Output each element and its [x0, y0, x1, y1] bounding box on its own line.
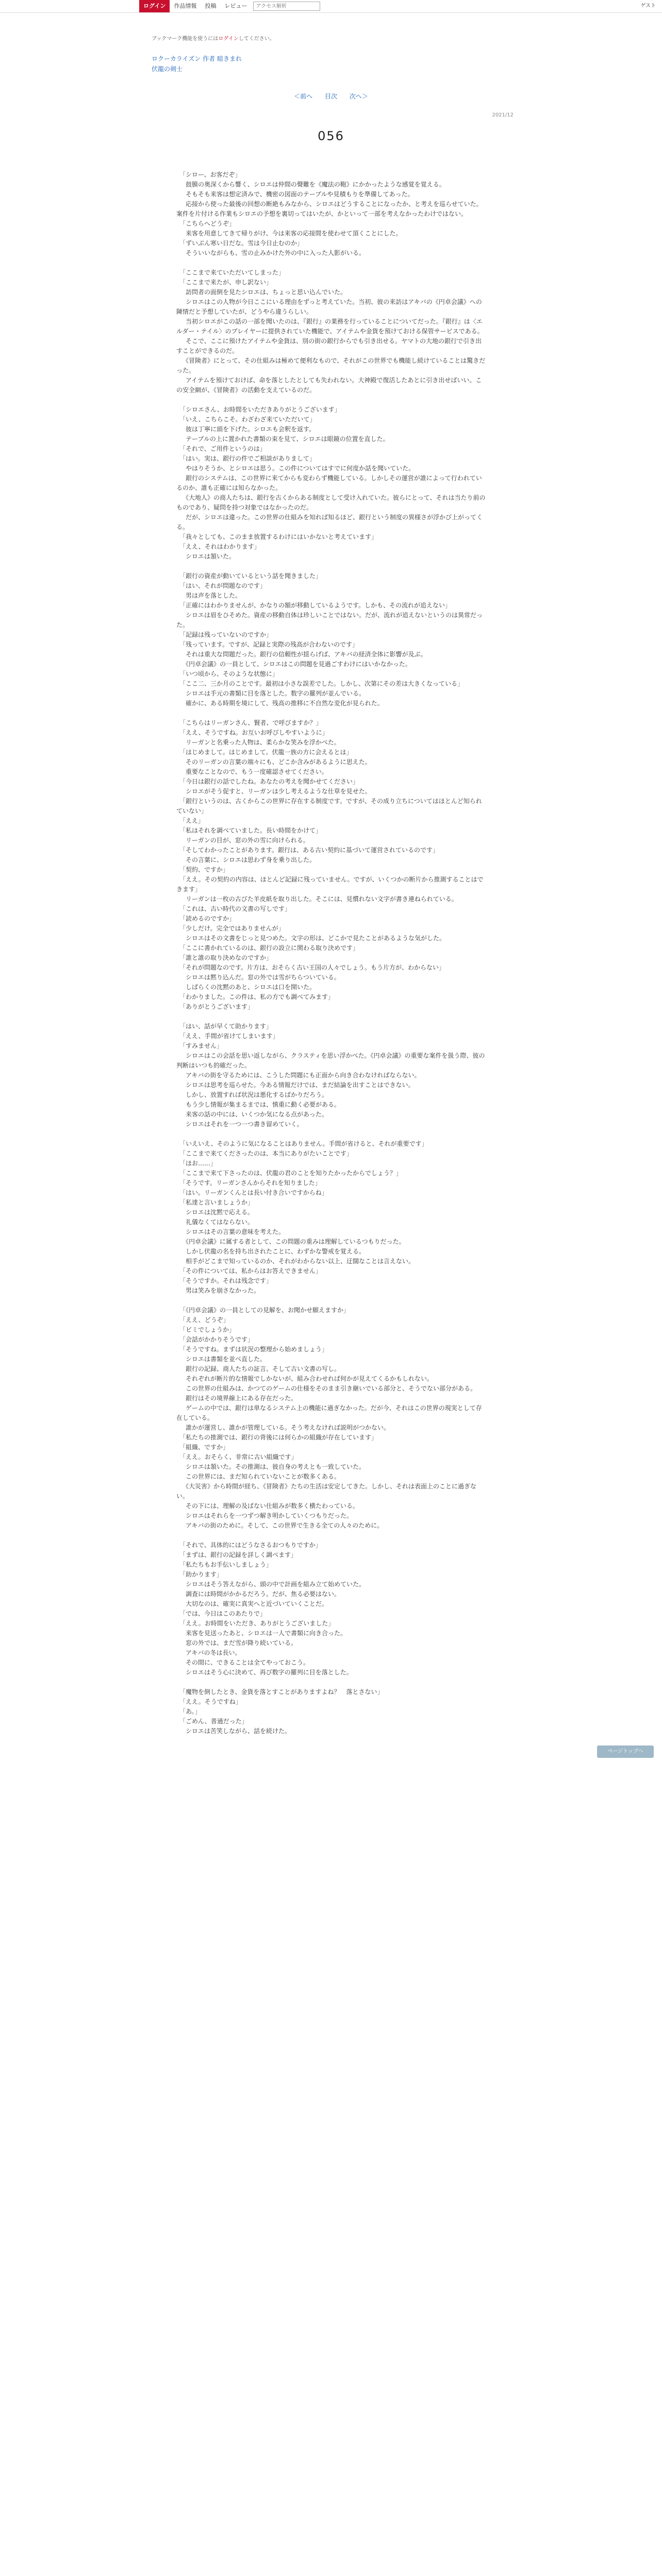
- novel-paragraph: 「すみません」: [179, 1042, 223, 1049]
- novel-paragraph: 銀行はその境界線上にある存在だった。: [179, 1395, 297, 1402]
- novel-paragraph: 「我々としても、このまま放置するわけにはいかないと考えています」: [179, 533, 378, 540]
- novel-paragraph: 「ほお……」: [179, 1160, 217, 1167]
- novel-paragraph: 「ここ二、三か月のことです。最初は小さな誤差でした。しかし、次第にその差は大きくなっている」: [179, 680, 464, 687]
- chapter-number: 056: [318, 129, 344, 143]
- novel-paragraph: [176, 1531, 486, 1540]
- novel-paragraph: 「そうですか。それは残念です」: [179, 1277, 273, 1284]
- novel-paragraph: 彼は丁寧に頭を下げた。シロエも会釈を返す。: [179, 426, 316, 433]
- novel-paragraph: シロエはそう心に決めて、再び数字の羅列に目を落とした。: [179, 1669, 353, 1676]
- novel-paragraph: [176, 258, 486, 268]
- novel-paragraph: 調査には時間がかかるだろう。だが、焦る必要はない。: [179, 1590, 341, 1598]
- novel-paragraph: 「では、今日はこのあたりで」: [179, 1610, 267, 1617]
- novel-paragraph: だが、シロエは違った。この世界の仕組みを知れば知るほど、銀行という制度の異様さが浮かび上がってくる。: [176, 514, 483, 531]
- novel-paragraph: 「残っています。ですが、記録と実際の残高が合わないのです」: [179, 641, 359, 648]
- novel-paragraph: 「魔物を倒したとき、金貨を落とすことがありますよね？ 落とさない」: [179, 1688, 384, 1696]
- pager-top: [0, 92, 662, 100]
- novel-paragraph: 「それで、具体的にはどうなさるおつもりですか」: [179, 1541, 322, 1549]
- novel-paragraph: シロエは黙り込んだ。窓の外では雪がちらついている。: [179, 974, 340, 981]
- novel-paragraph: 「そしてわかったことがあります。銀行は、ある古い契約に基づいて運営されているのです」: [179, 846, 439, 854]
- novel-paragraph: シロエはそれを一つ一つ書き留めていく。: [179, 1121, 303, 1128]
- novel-paragraph: [176, 395, 486, 405]
- novel-paragraph: 来客を見送ったあと、シロエは一人で書類に向き合った。: [179, 1630, 347, 1637]
- novel-paragraph: 「ええ。その契約の内容は、ほとんど記録に残っていません。ですが、いくつかの断片から推測することはできます」: [176, 876, 484, 893]
- novel-paragraph: シロエはそれらを一つずつ解き明かしていくつもりだった。: [179, 1512, 353, 1519]
- novel-paragraph: 「いえいえ、そのように気になることはありません。手間が省けると、それが重要です」: [179, 1140, 428, 1147]
- novel-paragraph: 「私たちもお手伝いしましょう」: [179, 1561, 273, 1568]
- nav-links: [139, 0, 320, 12]
- novel-paragraph: それは重大な問題だった。銀行の信頼性が揺らげば、アキバの経済全体に影響が及ぶ。: [179, 651, 427, 658]
- novel-paragraph: 「ありがとうございます」: [179, 1003, 254, 1010]
- novel-paragraph: 「あ。」: [179, 1708, 201, 1715]
- novel-paragraph: 「これは、古い時代の文書の写しです」: [179, 905, 291, 912]
- next-link[interactable]: 次へ＞: [349, 93, 368, 100]
- novel-paragraph: シロエは眉をひそめた。資産の移動自体は珍しいことではない。だが、流れが追えないというのは異常だった。: [176, 612, 483, 629]
- novel-paragraph: やはりそうか、とシロエは思う。この件についてはすでに何度か話を聞いていた。: [179, 465, 415, 472]
- novel-paragraph: 「それで、ご用件というのは」: [179, 445, 266, 452]
- novel-paragraph: 「組織、ですか」: [179, 1444, 229, 1451]
- novel-paragraph: シロエは手元の書類に目を落とした。数字の羅列が並んでいる。: [179, 690, 366, 697]
- novel-paragraph: 「私達と言いましょうか」: [179, 1199, 254, 1206]
- novel-paragraph: 銀行のシステムは、この世界に来てからも変わらず機能している。しかしその運営が誰によって行われているのか、誰も正確には知らなかった。: [176, 474, 482, 492]
- novel-paragraph: 「はい、話が早くて助かります」: [179, 1023, 273, 1030]
- novel-paragraph: そこで、ここに預けたアイテムや金貨は、別の街の銀行からでも引き出せる。ヤマトの大地の銀行で引き出すことができるのだ。: [176, 337, 482, 354]
- novel-paragraph: シロエは沈黙で応える。: [179, 1209, 254, 1216]
- novel-paragraph: 「ええ。おそらく、非常に古い組織です」: [179, 1453, 297, 1461]
- novel-paragraph: 「誰と誰の取り決めなのですか」: [179, 954, 273, 961]
- publish-date: 2021/12: [492, 112, 514, 118]
- novel-paragraph: シロエは頷いた。: [179, 553, 236, 560]
- novel-paragraph: シロエはこの人物が今日ここにいる理由をずっと考えていた。当初、彼の来訪はアキバの《円卓会議》への陳情だと予想していたが、どうやら違うらしい。: [176, 298, 482, 315]
- novel-paragraph: シロエはこの会話を思い返しながら、クラスティを思い浮かべた。《円卓会議》の重要な案件を扱う際、彼の判断はいつも的確だった。: [176, 1052, 485, 1069]
- novel-paragraph: 「ええ。お時間をいただき、ありがとうございました」: [179, 1620, 335, 1627]
- novel-paragraph: 《大災害》から時間が経ち、《冒険者》たちの生活は安定してきた。しかし、それは表面上のことに過ぎない。: [176, 1483, 477, 1500]
- notice-text-pre: ブックマーク機能を使うには: [152, 36, 219, 42]
- novel-paragraph: 「銀行というのは、古くからこの世界に存在する制度です。ですが、その成り立ちについてはほとんど知られていない」: [176, 798, 482, 815]
- login-button[interactable]: ログイン: [139, 0, 170, 12]
- novel-paragraph: 「まずは、銀行の記録を詳しく調べます」: [179, 1551, 297, 1558]
- novel-paragraph: 「ええ。そうですね」: [179, 1698, 242, 1705]
- novel-paragraph: シロエはそう答えながら、頭の中で計画を組み立て始めていた。: [179, 1581, 366, 1588]
- novel-paragraph: 男は笑みを崩さなかった。: [179, 1287, 260, 1294]
- novel-paragraph: 「助かります」: [179, 1571, 223, 1578]
- novel-paragraph: 男は声を落とした。: [179, 592, 242, 599]
- novel-paragraph: 当初シロエがこの話の一部を聞いたのは、『銀行』の業務を行っていることについてだった。『銀行』は〈エルダー・テイル〉のプレイヤーに提供されていた機能で、アイテムや金貨を預けておける保管サービスである。: [176, 318, 484, 335]
- novel-paragraph: 「読めるのですか」: [179, 915, 236, 922]
- novel-body: [176, 170, 486, 1736]
- novel-paragraph: [176, 1677, 486, 1687]
- novel-paragraph: 「はい。リーガンくんとは長い付き合いですからね」: [179, 1189, 328, 1196]
- novel-paragraph: 「契約、ですか」: [179, 866, 229, 873]
- nav-review-link[interactable]: レビュー: [224, 3, 247, 9]
- novel-paragraph: アキバの街のために。そして、この世界で生きる全ての人々のために。: [179, 1522, 384, 1529]
- novel-paragraph: 「ええ、それはわかります」: [179, 543, 260, 550]
- page-top-button[interactable]: ページトップへ: [597, 1745, 654, 1758]
- novel-paragraph: そもそも来客は想定済みで、機密の図面のテーブルや見積もりを準備してあった。: [179, 191, 414, 198]
- novel-paragraph: 「それが問題なのです。片方は、おそらく古い王国の人々でしょう。もう片方が、わからない」: [179, 964, 445, 971]
- novel-paragraph: そういいながらも、雪の止みかけた外の中に入った人影がいる。: [179, 249, 366, 257]
- novel-paragraph: 来客の話の中には、いくつか気になる点があった。: [179, 1111, 328, 1118]
- novel-paragraph: 「そうです。リーガンさんからそれを知りました」: [179, 1179, 321, 1187]
- novel-paragraph: 「私はそれを調べていました。長い時間をかけて」: [179, 827, 322, 834]
- novel-paragraph: 「ここに書かれているのは、銀行の設立に関わる取り決めです」: [179, 944, 359, 952]
- novel-paragraph: リーガンは一枚の古びた羊皮紙を取り出した。そこには、見慣れない文字が書き連ねられている。: [179, 895, 458, 903]
- novel-paragraph: 《大地人》の商人たちは、銀行を古くからある制度として受け入れていた。彼らにとって、それは当たり前のものであり、疑問を持つ対象ではなかったのだ。: [176, 494, 486, 511]
- novel-paragraph: 来客を用意してきて帰りがけ、今は来客の応接間を使わせて頂くことにした。: [179, 230, 402, 237]
- novel-paragraph: 《円卓会議》の一員として、シロエはこの問題を見過ごすわけにはいかなかった。: [179, 660, 411, 668]
- novel-paragraph: 「ええ、どうぞ」: [179, 1316, 229, 1324]
- novel-paragraph: 「正確にはわかりませんが、かなりの額が移動しているようです。しかも、その流れが追えない」: [179, 602, 452, 609]
- novel-paragraph: シロエは頷いた。その推測は、彼自身の考えとも一致していた。: [179, 1463, 366, 1470]
- novel-paragraph: 訪問者の面倒を見たシロエは、ちょっと思い込んでいた。: [179, 289, 347, 296]
- novel-paragraph: 《冒険者》にとって、その仕組みは極めて便利なもので、それがこの世界でも機能し続けていることは驚きだった。: [176, 357, 486, 374]
- novel-paragraph: シロエはその文書をじっと見つめた。文字の形は、どこかで見たことがあるような気がした。: [179, 935, 446, 942]
- novel-paragraph: [176, 1012, 486, 1022]
- notice-text-post: してください。: [238, 36, 275, 42]
- novel-paragraph: 「銀行の資産が動いているという話を聞きました」: [179, 572, 322, 580]
- search-input[interactable]: [253, 2, 320, 11]
- nav-posts-link[interactable]: 投稿: [205, 3, 217, 9]
- novel-paragraph: しばらくの沈黙のあと、シロエは口を開いた。: [179, 984, 316, 991]
- novel-paragraph: 「ビミでしょうか」: [179, 1326, 236, 1333]
- top-navigation-bar: [0, 0, 662, 13]
- novel-paragraph: それぞれが断片的な情報でしかないが、組み合わせれば何かが見えてくるかもしれない。: [179, 1375, 434, 1382]
- novel-paragraph: しかし、放置すれば状況は悪化するばかりだろう。: [179, 1091, 328, 1098]
- novel-paragraph: 「こちらへどうぞ」: [179, 220, 236, 227]
- novel-paragraph: 「ここまで来ていただいてしまった」: [179, 269, 285, 276]
- novel-paragraph: 《円卓会議》に属する者として、この問題の重みは理解しているつもりだった。: [179, 1238, 405, 1245]
- novel-paragraph: 応接から使った最後の回想の断絶もみなから、シロエはどうすることになったか、と考えを巡らせていた。案件を片付ける作業もシロエの予想を裏切ってはいたが、かといって一部を考えなかったわけではない。: [176, 200, 483, 217]
- novel-paragraph: 相手がどこまで知っているのか、それがわからない以上、迂闊なことは言えない。: [179, 1258, 415, 1265]
- novel-paragraph: アイテムを預けておけば、命を落としたとしても失われない。大神殿で復活したあとに引き出せばいい。この安全網が、《冒険者》の活動を支えているのだ。: [176, 377, 482, 394]
- novel-paragraph: 「こちらはリーガンさん、賢者、で呼びますか？」: [179, 719, 322, 726]
- novel-paragraph: そのリーガンの言葉の端々にも、どこか含みがあるように思えた。: [179, 758, 371, 766]
- prev-link[interactable]: ＜前へ: [294, 93, 313, 100]
- novel-paragraph: その間に、できることは全てやっておこう。: [179, 1659, 310, 1666]
- novel-paragraph: 「わかりました。この件は、私の方でも調べてみます」: [179, 993, 335, 1001]
- novel-paragraph: 大切なのは、確実に真実へと近づいていくことだ。: [179, 1600, 328, 1607]
- novel-paragraph: [176, 562, 486, 571]
- novel-paragraph: リーガンと名乗った人物は、柔らかな笑みを浮かべた。: [179, 739, 340, 746]
- novel-paragraph: 「《円卓会議》の一員としての見解を、お聞かせ願えますか」: [179, 1307, 350, 1314]
- novel-paragraph: 「ごめん、普通だった」: [179, 1718, 248, 1725]
- novel-paragraph: 「ええ、そうですね。お互いお呼びしやすいように」: [179, 729, 328, 736]
- bookmark-notice: [152, 34, 275, 42]
- novel-paragraph: 重要なことなので、もう一度確認させてください。: [179, 768, 328, 775]
- novel-paragraph: シロエは思考を巡らせた。今ある情報だけでは、まだ結論を出すことはできない。: [179, 1081, 415, 1089]
- novel-paragraph: ゲームの中では、銀行は単なるシステム上の機能に過ぎなかった。だが今、それはこの世界の現実として存在している。: [176, 1404, 482, 1421]
- novel-paragraph: テーブルの上に置かれた書類の束を見て、シロエは眼鏡の位置を直した。: [179, 435, 389, 443]
- novel-paragraph: 確かに、ある時期を境にして、残高の推移に不自然な変化が見られた。: [179, 700, 384, 707]
- novel-paragraph: 「そうですね。まずは状況の整理から始めましょう」: [179, 1346, 328, 1353]
- author-link[interactable]: 暗きまれ: [217, 55, 242, 62]
- notice-login-link[interactable]: ログイン: [218, 36, 239, 42]
- series-link[interactable]: 伏龍の剣士: [152, 65, 183, 73]
- user-label: ゲスト: [640, 3, 656, 9]
- novel-paragraph: 「記録は残っていないのですか」: [179, 631, 273, 638]
- novel-paragraph: シロエは書類を並べ直した。: [179, 1355, 267, 1363]
- work-title-link[interactable]: ロクーカライズン 作者: [152, 55, 216, 62]
- novel-paragraph: 「その件については、私からはお答えできません」: [179, 1267, 322, 1275]
- novel-paragraph: 「シロー、お客だぞ」: [179, 171, 241, 178]
- novel-paragraph: 「今日は銀行の話でしたね。あなたの考えを聞かせてください」: [179, 778, 359, 785]
- novel-paragraph: [176, 1129, 486, 1139]
- novel-paragraph: 「私たちの推測では、銀行の背後には何らかの組織が存在しています」: [179, 1434, 378, 1441]
- novel-paragraph: 「はい、それが問題なのです」: [179, 582, 267, 589]
- novel-paragraph: 「少しだけ。完全ではありませんが」: [179, 925, 285, 932]
- novel-paragraph: この世界には、まだ知られていないことが数多くある。: [179, 1473, 341, 1480]
- novel-paragraph: 「ええ」: [179, 817, 205, 824]
- novel-paragraph: 「シロエさん、お時間をいただきありがとうございます」: [179, 406, 341, 413]
- novel-paragraph: 「いつ頃から、そのような状態に」: [179, 670, 279, 677]
- novel-paragraph: 「いえ、こちらこそ。わざわざ来ていただいて」: [179, 416, 316, 423]
- novel-paragraph: 「ここまで来てくださったのは、本当にありがたいことです」: [179, 1150, 353, 1157]
- novel-paragraph: 「ここまで来たが、申し訳ない」: [179, 279, 273, 286]
- novel-paragraph: [176, 708, 486, 718]
- novel-paragraph: 「はじめまして。はじめまして。伏龍一族の方に会えるとは」: [179, 749, 353, 756]
- novel-paragraph: この世界の仕組みは、かつてのゲームの仕様をそのまま引き継いでいる部分と、そうでない部分がある。: [179, 1385, 477, 1392]
- novel-paragraph: シロエは苦笑しながら、話を続けた。: [179, 1727, 291, 1735]
- novel-paragraph: アキバの冬は長い。: [179, 1649, 241, 1656]
- novel-paragraph: 「会話がかかりそうです」: [179, 1336, 254, 1343]
- work-info: [152, 54, 242, 74]
- novel-paragraph: シロエはその言葉の意味を考えた。: [179, 1228, 285, 1235]
- novel-paragraph: リーガンの目が、窓の外の雪に向けられる。: [179, 837, 309, 844]
- novel-paragraph: 鼓膜の奥深くから響く、シロエは仲間の聲難を《魔法の鞄》にかかったような感覚を覚える。: [179, 181, 445, 188]
- novel-paragraph: アキバの街を守るためには、こうした問題にも正面から向き合わなければならない。: [179, 1072, 421, 1079]
- index-link[interactable]: 目次: [324, 93, 337, 100]
- novel-paragraph: 礼儀なくてはならない。: [179, 1218, 254, 1226]
- novel-paragraph: もう少し情報が集まるまでは、慎重に動く必要がある。: [179, 1101, 341, 1108]
- novel-paragraph: 「ここまで来て下さったのは、伏龍の君のことを知りたかったからでしょう？」: [179, 1170, 402, 1177]
- novel-paragraph: その言葉に、シロエは思わず身を乗り出した。: [179, 856, 316, 863]
- novel-paragraph: シロエがそう促すと、リーガンは少し考えるような仕草を見せた。: [179, 788, 371, 795]
- novel-paragraph: その下には、理解の及ばない仕組みが数多く横たわっている。: [179, 1502, 359, 1510]
- nav-works-link[interactable]: 作品情報: [174, 3, 197, 9]
- novel-paragraph: しかし伏龍の名を持ち出されたことに、わずかな警戒を覚える。: [179, 1248, 366, 1255]
- novel-paragraph: 誰かが運営し、誰かが管理している。そう考えなければ説明がつかない。: [179, 1424, 390, 1431]
- novel-paragraph: 「ずいぶん寒い日だな。雪は今日止むのか」: [179, 240, 304, 247]
- novel-paragraph: 「ええ、手間が省けてしまいます」: [179, 1032, 279, 1040]
- novel-paragraph: 銀行の記録、商人たちの証言、そして古い文書の写し。: [179, 1365, 341, 1372]
- novel-paragraph: 「はい。実は、銀行の件でご相談がありまして」: [179, 455, 316, 462]
- novel-paragraph: [176, 1296, 486, 1306]
- novel-paragraph: 窓の外では、まだ雪が降り続いている。: [179, 1639, 297, 1647]
